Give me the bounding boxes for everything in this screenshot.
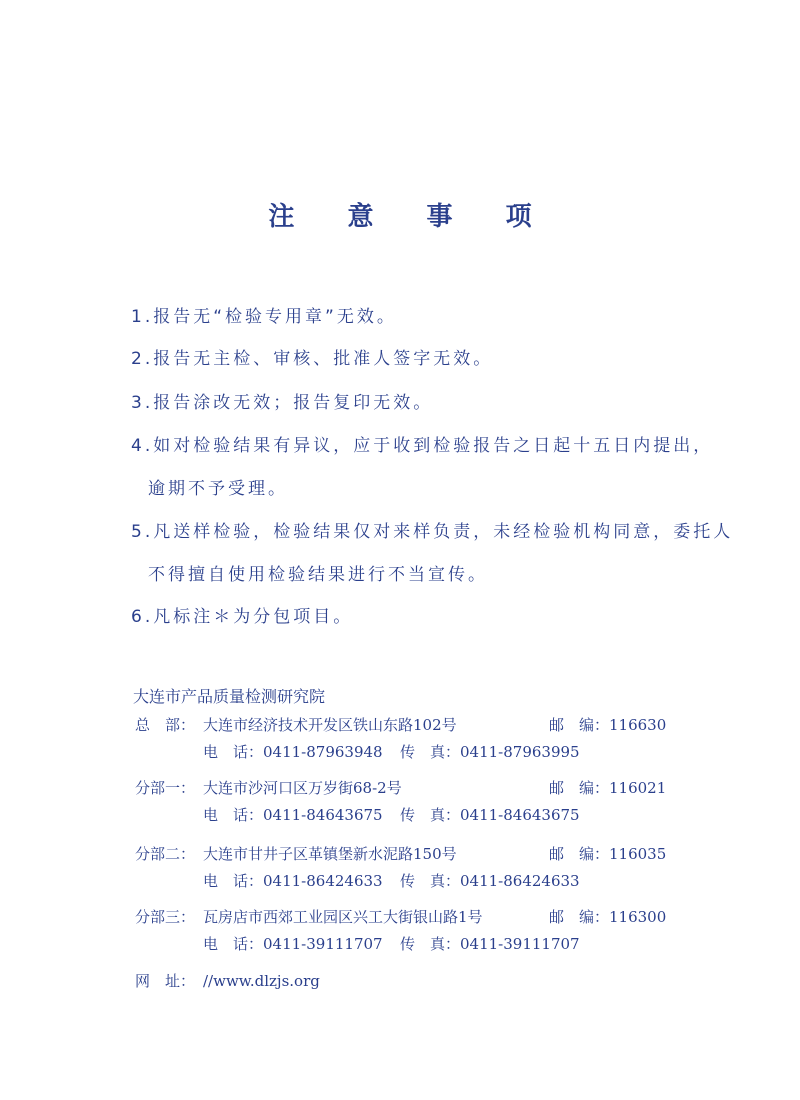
office-tel-branch-1: 电 话：0411-84643675	[203, 806, 383, 824]
office-address-branch-2: 大连市甘井子区革镇堡新水泥路150号	[203, 845, 457, 863]
notice-item-4: 4.如对检验结果有异议，应于收到检验报告之日起十五日内提出，	[131, 436, 714, 456]
office-label-branch-2: 分部二：	[135, 845, 196, 863]
office-address-branch-3: 瓦房店市西郊工业园区兴工大街银山路1号	[203, 908, 483, 926]
office-fax-branch-1: 传 真：0411-84643675	[400, 806, 580, 824]
institute-name: 大连市产品质量检测研究院	[133, 687, 326, 706]
website-label: 网 址：	[135, 972, 196, 990]
office-label-branch-1: 分部一：	[135, 779, 196, 797]
office-postcode-branch-3: 邮 编：116300	[549, 908, 667, 926]
office-tel-hq: 电 话：0411-87963948	[203, 743, 383, 761]
office-address-hq: 大连市经济技术开发区铁山东路102号	[203, 716, 457, 734]
office-tel-branch-3: 电 话：0411-39111707	[203, 935, 383, 953]
notice-item-4-continued: 逾期不予受理。	[148, 479, 288, 499]
office-fax-branch-3: 传 真：0411-39111707	[400, 935, 580, 953]
office-address-branch-1: 大连市沙河口区万岁街68-2号	[203, 779, 402, 797]
notice-item-2: 2.报告无主检、审核、批准人签字无效。	[131, 349, 494, 369]
office-postcode-branch-2: 邮 编：116035	[549, 845, 667, 863]
notice-item-5-continued: 不得擅自使用检验结果进行不当宣传。	[148, 565, 488, 585]
office-label-hq: 总 部：	[135, 716, 196, 734]
office-fax-branch-2: 传 真：0411-86424633	[400, 872, 580, 890]
notice-item-6: 6.凡标注＊为分包项目。	[131, 607, 354, 627]
office-postcode-hq: 邮 编：116630	[549, 716, 667, 734]
office-tel-branch-2: 电 话：0411-86424633	[203, 872, 383, 890]
notice-item-5: 5.凡送样检验，检验结果仅对来样负责，未经检验机构同意，委托人	[131, 522, 734, 542]
page-title: 注 意 事 项	[268, 202, 554, 232]
office-postcode-branch-1: 邮 编：116021	[549, 779, 667, 797]
office-fax-hq: 传 真：0411-87963995	[400, 743, 580, 761]
notice-item-3: 3.报告涂改无效；报告复印无效。	[131, 393, 434, 413]
office-label-branch-3: 分部三：	[135, 908, 196, 926]
website-url[interactable]: //www.dlzjs.org	[203, 972, 320, 990]
notice-item-1: 1.报告无“检验专用章”无效。	[131, 307, 397, 327]
